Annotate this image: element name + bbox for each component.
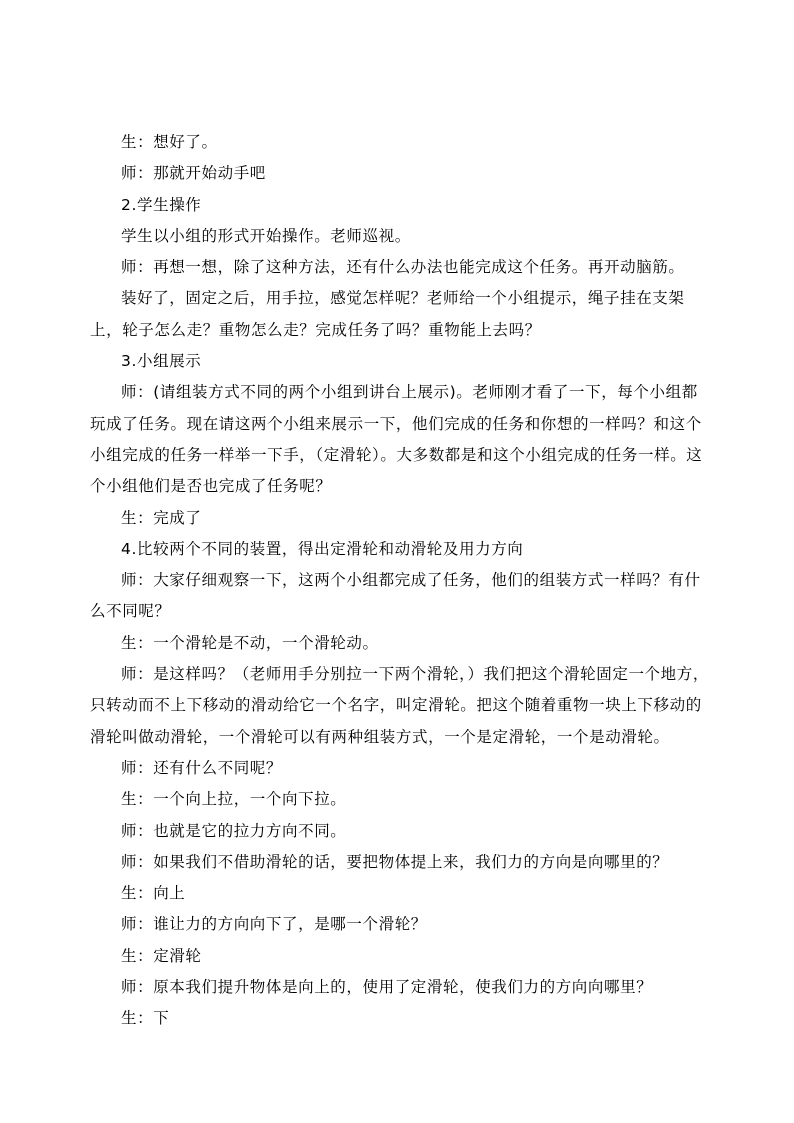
paragraph: 师：是这样吗？（老师用手分别拉一下两个滑轮，）我们把这个滑轮固定一个地方，只转动而不上下移动的滑动给它一个名字，叫定滑轮。把这个随着重物一块上下移动的滑轮叫做动滑轮，一个滑轮可以有两种组装方式，一个是定滑轮，一个是动滑轮。 <box>90 665 709 746</box>
paragraph: 生：完成了 <box>121 508 202 527</box>
paragraph: 装好了，固定之后，用手拉，感觉怎样呢？老师给一个小组提示，绳子挂在支架上，轮子怎么走？重物怎么走？完成任务了吗？重物能上去吗？ <box>90 289 685 339</box>
paragraph: 生：定滑轮 <box>121 946 202 965</box>
section-heading: 4.比较两个不同的装置，得出定滑轮和动滑轮及用力方向 <box>121 539 524 558</box>
paragraph: 学生以小组的形式开始操作。老师巡视。 <box>121 226 411 245</box>
paragraph: 师：也就是它的拉力方向不同。 <box>121 821 347 840</box>
paragraph: 师：(请组装方式不同的两个小组到讲台上展示)。老师刚才看了一下，每个小组都玩成了任务。现在请这两个小组来展示一下，他们完成的任务和你想的一样吗？和这个小组完成的任务一样举一下手，（定滑轮）。大多数都是和这个小组完成的任务一样。这个小组他们是否也完成了任务呢？ <box>90 383 703 496</box>
paragraph: 生：一个滑轮是不动，一个滑轮动。 <box>121 633 379 652</box>
section-heading: 2.学生操作 <box>121 195 202 214</box>
paragraph: 生：向上 <box>121 884 186 903</box>
paragraph: 师：那就开始动手吧 <box>121 164 266 183</box>
paragraph: 生：一个向上拉，一个向下拉。 <box>121 790 347 809</box>
document-body <box>90 127 710 1035</box>
paragraph: 师：再想一想，除了这种方法，还有什么办法也能完成这个任务。再开动脑筋。 <box>121 258 685 277</box>
paragraph: 师：大家仔细观察一下，这两个小组都完成了任务，他们的组装方式一样吗？有什么不同呢？ <box>90 571 701 621</box>
paragraph: 师：还有什么不同呢？ <box>121 758 283 777</box>
paragraph: 师：原本我们提升物体是向上的，使用了定滑轮，使我们力的方向向哪里？ <box>121 978 653 997</box>
paragraph: 师：如果我们不借助滑轮的话，要把物体提上来，我们力的方向是向哪里的？ <box>121 852 669 871</box>
paragraph: 生：下 <box>121 1009 170 1028</box>
paragraph: 师：谁让力的方向向下了，是哪一个滑轮？ <box>121 915 427 934</box>
section-heading: 3.小组展示 <box>121 352 202 371</box>
paragraph: 生：想好了。 <box>121 133 218 151</box>
